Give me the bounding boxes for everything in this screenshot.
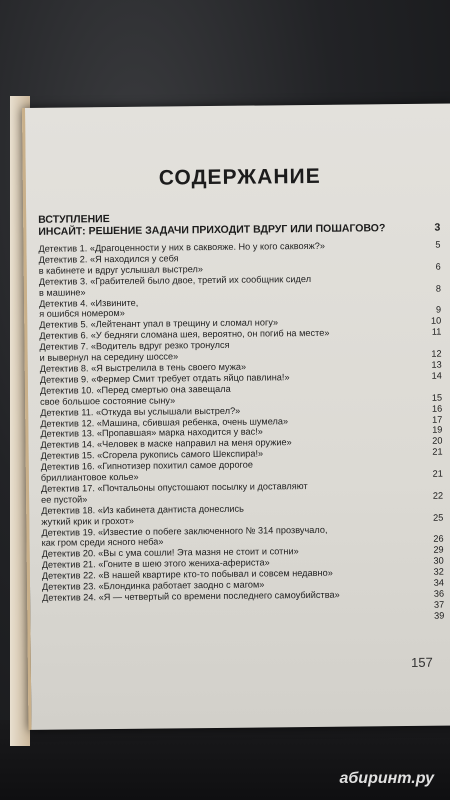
toc-entry-line: Детектив 20. «Вы с ума сошли! Эта мазня не стоит и сотни» bbox=[41, 546, 299, 560]
toc-entry-line: Детектив 22. «В нашей квартире кто-то побывал и совсем недавно» bbox=[41, 567, 333, 582]
page-title: СОДЕРЖАНИЕ bbox=[158, 164, 321, 190]
toc-entry-line: я ошибся номером» bbox=[39, 308, 125, 320]
toc-entry-page: 6 bbox=[435, 261, 441, 272]
toc-entry-line: Детектив 21. «Гоните в шею этого жениха-афериста» bbox=[41, 557, 270, 571]
toc-entry-line: Детектив 17. «Почтальоны опустошают посылку и доставляют bbox=[40, 480, 308, 494]
toc-entry-line: Детектив 1. «Драгоценности у них в саквояже. Но у кого саквояж?» bbox=[38, 240, 326, 254]
toc-entry-page: 11 bbox=[431, 326, 442, 337]
toc-intro: ВСТУПЛЕНИЕ bbox=[38, 213, 110, 226]
toc-entry-page: 34 bbox=[433, 577, 445, 588]
toc-insight-page: 3 bbox=[434, 221, 441, 234]
toc-entry-page: 22 bbox=[432, 490, 444, 501]
toc-entry-line: жуткий крик и грохот» bbox=[41, 515, 134, 527]
toc-entry-line: Детектив 5. «Лейтенант упал в трещину и сломал ногу» bbox=[39, 317, 279, 331]
toc-entry-page: 15 bbox=[431, 392, 443, 403]
toc-insight-label: ИНСАЙТ: РЕШЕНИЕ ЗАДАЧИ ПРИХОДИТ ВДРУГ ИЛИ ПОШАГОВО? bbox=[38, 222, 386, 238]
toc-entry-line: Детектив 16. «Гипнотизер похитил самое дорогое bbox=[40, 459, 253, 472]
toc-entry-line: Детектив 6. «У бедняги сломана шея, вероятно, он погиб на месте» bbox=[39, 328, 330, 342]
toc-entry-line: Детектив 12. «Машина, сбившая ребенка, очень шумела» bbox=[40, 415, 289, 429]
toc-entry-page: 13 bbox=[431, 359, 442, 370]
toc-entry-line: Детектив 13. «Пропавшая» марка находится у вас!» bbox=[40, 426, 263, 440]
toc-entry-line: ее пустой» bbox=[41, 494, 88, 505]
toc-entry-line: в кабинете и вдруг услышал выстрел» bbox=[38, 263, 203, 276]
toc-entry-line: Детектив 15. «Сгорела рукопись самого Шекспира!» bbox=[40, 448, 264, 462]
toc-entry-page: 21 bbox=[432, 468, 443, 479]
toc-entry-line: Детектив 10. «Перед смертью она завещала bbox=[39, 383, 231, 396]
toc-entry-page: 21 bbox=[432, 446, 443, 457]
page-number: 157 bbox=[411, 654, 433, 670]
toc-entry-line: Детектив 3. «Грабителей было двое, третий их сообщник сидел bbox=[38, 273, 312, 287]
toc-entry-line: Детектив 4. «Извините, bbox=[38, 297, 139, 309]
book-page bbox=[22, 103, 450, 729]
toc-entry-line: в машине» bbox=[38, 286, 86, 298]
table-surface bbox=[0, 720, 450, 800]
toc-entry-line: Детектив 7. «Водитель вдруг резко тронулся bbox=[39, 339, 230, 352]
toc-entry-line: Детектив 11. «Откуда вы услышали выстрел?» bbox=[40, 405, 241, 418]
toc-entry-page: 25 bbox=[433, 512, 444, 523]
toc-entry-page: 36 bbox=[433, 588, 445, 599]
toc-entry-page: 19 bbox=[432, 425, 443, 436]
table-of-contents bbox=[38, 240, 444, 626]
toc-entry-page: 5 bbox=[435, 239, 441, 250]
toc-entry-line: Детектив 24. «Я — четвертый со времени последнего самоубийства» bbox=[42, 589, 340, 603]
toc-entry-page: 10 bbox=[430, 315, 442, 327]
toc-entry-page: 30 bbox=[433, 555, 444, 566]
toc-entry-line: и вывернул на середину шоссе» bbox=[39, 351, 179, 363]
toc-entry-page: 29 bbox=[433, 544, 444, 556]
toc-entry-line: как гром среди ясного неба» bbox=[41, 537, 164, 549]
toc-entry-line: Детектив 2. «Я находился у себя bbox=[38, 253, 179, 265]
toc-entry-page: 16 bbox=[431, 403, 443, 414]
toc-entry-line: Детектив 8. «Я выстрелила в тень своего мужа» bbox=[39, 361, 247, 374]
toc-entry-page: 32 bbox=[433, 566, 444, 577]
toc-entry-line: свое большое состояние сыну» bbox=[40, 395, 176, 407]
toc-entry-line: Детектив 19. «Известие о побеге заключенного № 314 прозвучало, bbox=[41, 524, 328, 538]
toc-entry-page: 39 bbox=[434, 610, 445, 621]
toc-entry-page: 8 bbox=[435, 283, 441, 294]
toc-entry-page: 14 bbox=[431, 370, 442, 381]
watermark-logo: абиринт.ру bbox=[339, 770, 434, 787]
toc-entry-page: 12 bbox=[431, 348, 442, 359]
toc-entry-page: 37 bbox=[433, 599, 445, 610]
toc-entry-page: 20 bbox=[432, 435, 443, 447]
toc-entry-line: Детектив 23. «Блондинка работает заодно с магом» bbox=[41, 579, 265, 592]
toc-entry-line: Детектив 9. «Фермер Смит требует отдать яйцо павлина!» bbox=[39, 372, 290, 385]
toc-entry-line: бриллиантовое колье» bbox=[40, 471, 139, 483]
toc-entry-page: 17 bbox=[431, 414, 443, 425]
toc-entry-page: 26 bbox=[433, 534, 444, 545]
toc-entry-page: 9 bbox=[435, 305, 442, 316]
toc-entry-line: Детектив 14. «Человек в маске направил на меня оружие» bbox=[40, 437, 292, 451]
toc-entry-line: Детектив 18. «Из кабинета дантиста донеслись bbox=[41, 503, 244, 516]
